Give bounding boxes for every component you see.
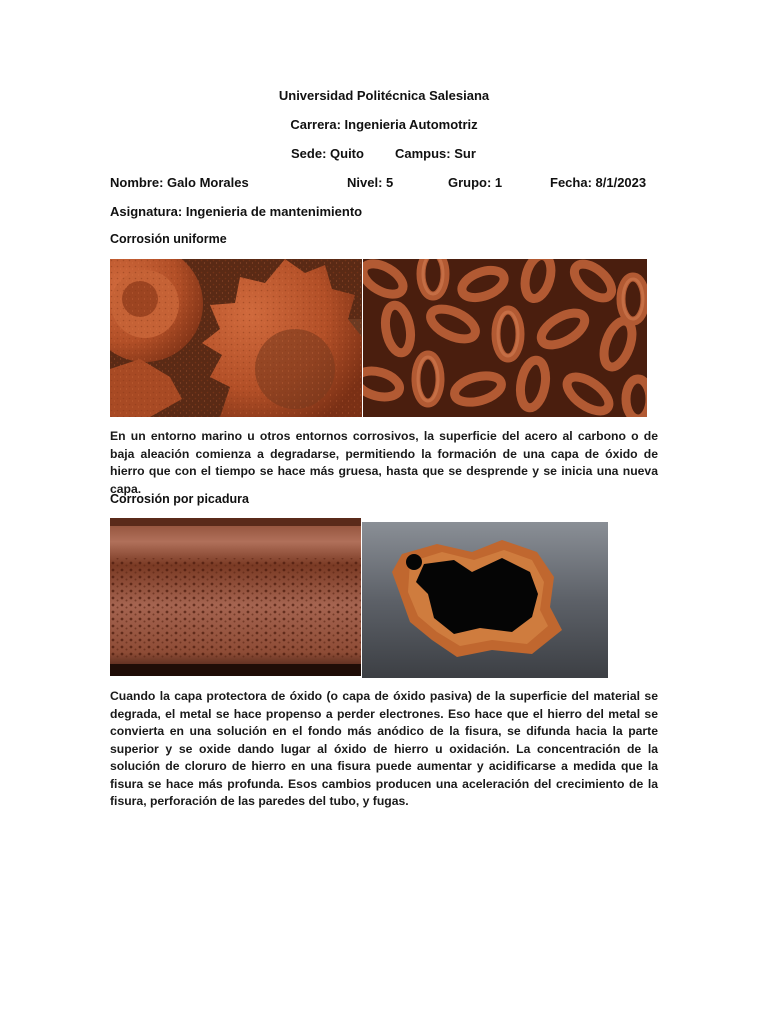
group-label: Grupo: 1 bbox=[448, 175, 503, 190]
paragraph-uniform-corrosion: En un entorno marino u otros entornos corrosivos, la superficie del acero al carbono o de baja aleación comienza a degradarse, permitiendo la formación de una capa de óxido de hierro que con el tiempo se hace más gruesa, hasta que se desprende y se inicia una nueva capa. bbox=[110, 429, 658, 496]
campus-label: Campus: Sur bbox=[395, 146, 476, 161]
student-name: Nombre: Galo Morales bbox=[110, 175, 249, 190]
section-heading-uniform: Corrosión uniforme bbox=[110, 232, 227, 246]
pitted-surface-image bbox=[110, 518, 361, 676]
rust-hole-image bbox=[362, 522, 608, 678]
sede-label: Sede: Quito bbox=[291, 146, 364, 161]
section-heading-pitting: Corrosión por picadura bbox=[110, 492, 249, 506]
date-label: Fecha: 8/1/2023 bbox=[550, 175, 647, 190]
career-line: Carrera: Ingenieria Automotriz bbox=[290, 117, 478, 132]
level-label: Nivel: 5 bbox=[347, 175, 394, 190]
subject-label: Asignatura: Ingenieria de mantenimiento bbox=[110, 204, 363, 219]
university-title: Universidad Politécnica Salesiana bbox=[278, 88, 490, 103]
paragraph-pitting-corrosion: Cuando la capa protectora de óxido (o capa de óxido pasiva) de la superficie del material se degrada, el metal se hace propenso a perder electrones. Eso hace que el hierro del metal se convierta en una solución en el fondo más anódico de la fisura, se difunda hacia la parte superior y se oxide dando lugar al óxido de hierro u oxidación. La concentración de la solución de cloruro de hierro en una fisura puede aumentar y acidificarse a medida que la fisura se hace más profunda. Esos cambios producen una aceleración del crecimiento de la fisura, perforación de las paredes del tubo, y fugas. bbox=[110, 689, 658, 808]
rusted-chains-image bbox=[363, 259, 647, 417]
rusted-gears-image bbox=[110, 259, 362, 417]
